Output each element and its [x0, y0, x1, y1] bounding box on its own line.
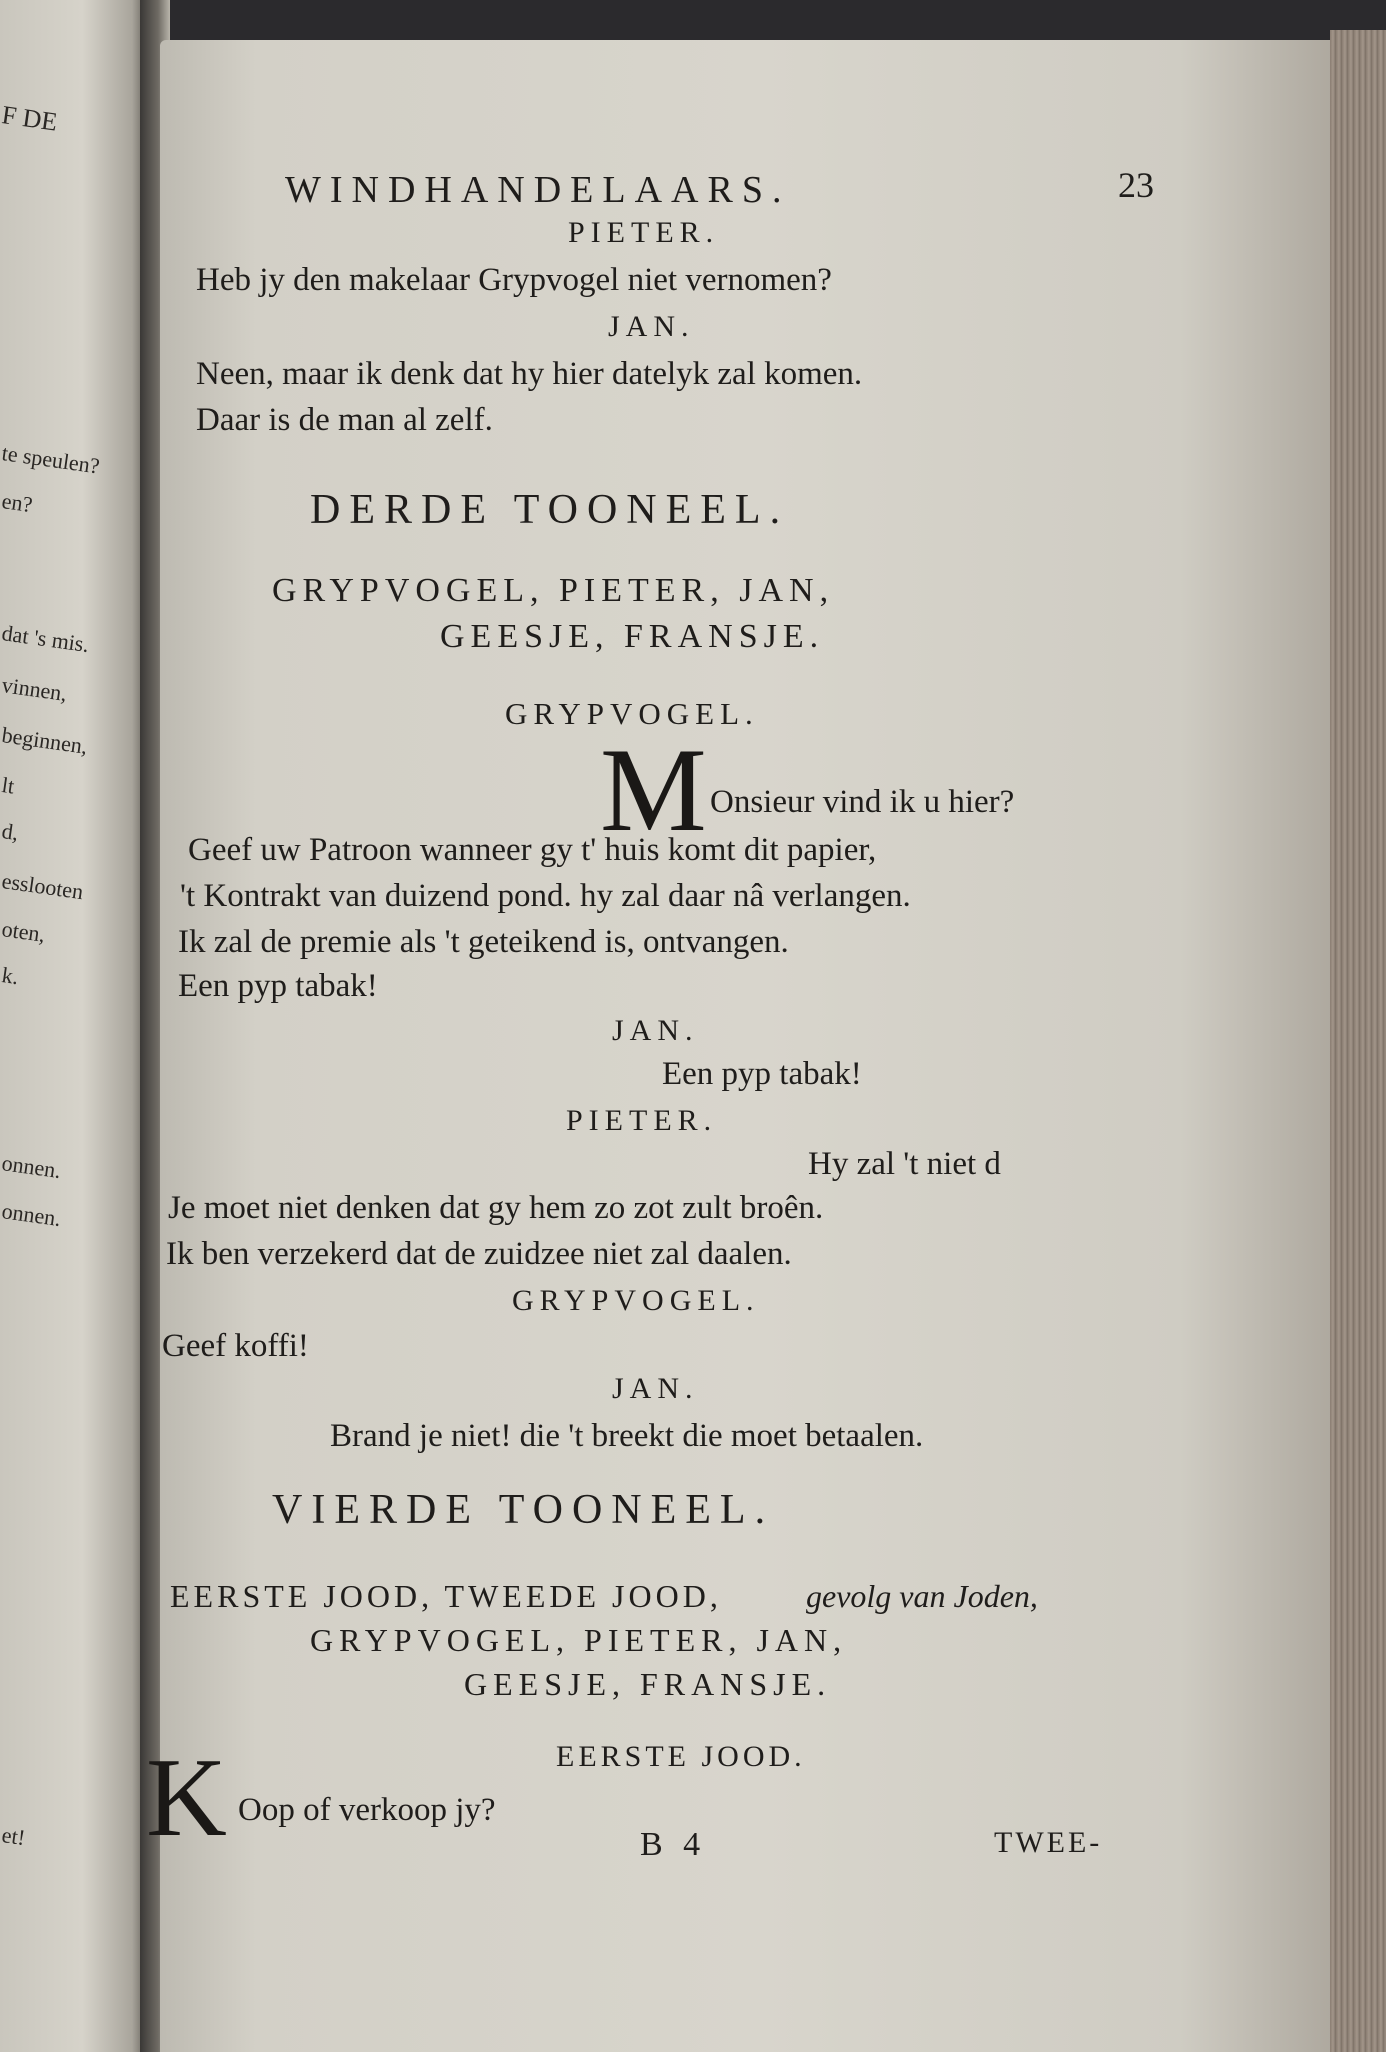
left-fragment: beginnen, — [0, 722, 90, 759]
drop-capital: M — [600, 723, 707, 856]
character-list: EERSTE JOOD, TWEEDE JOOD, — [170, 1578, 722, 1614]
left-fragment: en? — [0, 488, 35, 518]
verse-line: Hy zal 't niet d — [808, 1146, 1001, 1182]
left-fragment: te speulen? — [0, 440, 102, 479]
character-list: GEESJE, FRANSJE. — [440, 618, 825, 655]
verse-line: Neen, maar ik denk dat hy hier datelyk zal komen. — [196, 356, 863, 392]
left-fragment: F DE — [0, 100, 60, 137]
verse-line: Een pyp tabak! — [178, 968, 378, 1004]
verse-line: Ik ben verzekerd dat de zuidzee niet zal daalen. — [166, 1236, 792, 1272]
page-number: 23 — [1118, 165, 1154, 205]
character-list: GRYPVOGEL, PIETER, JAN, — [272, 572, 835, 609]
speaker-label: PIETER. — [566, 1104, 718, 1137]
verse-line: Heb jy den makelaar Grypvogel niet vernomen? — [196, 262, 832, 298]
left-fragment: et! — [0, 1822, 27, 1851]
drop-capital: K — [146, 1736, 227, 1860]
character-list: GEESJE, FRANSJE. — [464, 1666, 832, 1702]
verse-line: 't Kontrakt van duizend pond. hy zal daar nâ verlangen. — [180, 878, 911, 914]
speaker-label: GRYPVOGEL. — [512, 1284, 760, 1317]
scene-heading: DERDE TOONEEL. — [310, 487, 790, 533]
left-page — [0, 0, 150, 2052]
verse-line: Daar is de man al zelf. — [196, 402, 493, 438]
speaker-label: EERSTE JOOD. — [556, 1740, 806, 1773]
verse-line: Ik zal de premie als 't geteikend is, ontvangen. — [178, 924, 789, 960]
speaker-label: JAN. — [612, 1014, 699, 1047]
verse-line: Geef koffi! — [162, 1328, 309, 1364]
left-fragment: onnen. — [0, 1198, 63, 1232]
verse-line: Geef uw Patroon wanneer gy t' huis komt dit papier, — [188, 832, 877, 868]
left-fragment: d, — [0, 818, 21, 846]
speaker-label: PIETER. — [568, 216, 720, 249]
signature-mark: B 4 — [640, 1826, 707, 1863]
running-title: WINDHANDELAARS. — [285, 169, 791, 211]
left-fragment: vinnen, — [0, 672, 69, 706]
catchword: TWEE- — [994, 1826, 1103, 1859]
left-fragment: dat 's mis. — [0, 620, 91, 658]
character-list: GRYPVOGEL, PIETER, JAN, — [310, 1622, 848, 1658]
left-fragment: oten, — [0, 916, 47, 947]
page-edge — [1330, 30, 1386, 2052]
speaker-label: GRYPVOGEL. — [505, 696, 759, 731]
verse-line: Brand je niet! die 't breekt die moet betaalen. — [330, 1418, 924, 1454]
verse-line: Je moet niet denken dat gy hem zo zot zult broên. — [168, 1190, 824, 1226]
character-list-italic: gevolg van Joden, — [806, 1578, 1038, 1614]
scene-heading: VIERDE TOONEEL. — [272, 1487, 775, 1533]
verse-line: Onsieur vind ik u hier? — [710, 784, 1015, 820]
verse-line: Oop of verkoop jy? — [238, 1792, 496, 1828]
left-fragment: k. — [0, 962, 21, 990]
left-fragment: onnen. — [0, 1150, 63, 1184]
verse-line: Een pyp tabak! — [662, 1056, 862, 1092]
left-fragment: lt — [0, 772, 16, 799]
speaker-label: JAN. — [608, 310, 695, 343]
left-fragment: esslooten — [0, 868, 85, 905]
speaker-label: JAN. — [612, 1372, 699, 1405]
